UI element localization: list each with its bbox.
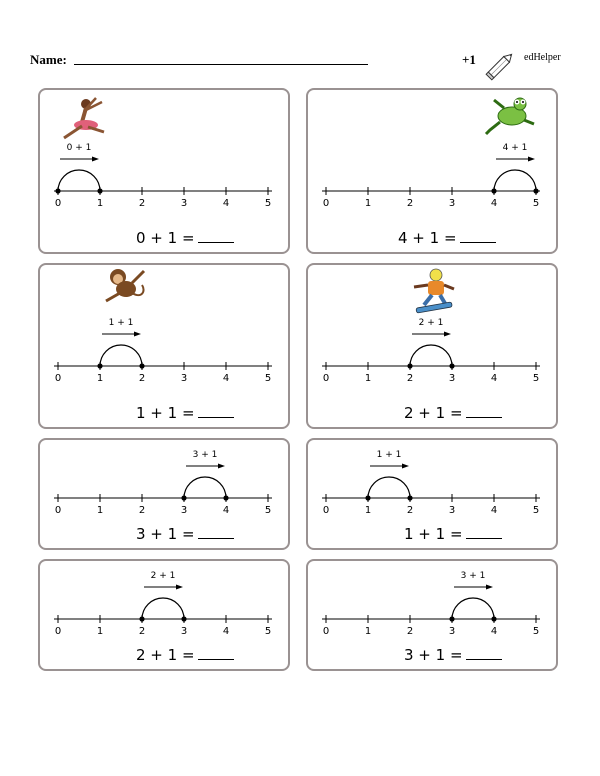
hop-arrowhead [134, 332, 141, 337]
start-dot [365, 495, 370, 500]
equation [136, 646, 234, 664]
tick-label: 3 [448, 373, 456, 384]
tick-label: 1 [96, 373, 104, 384]
tick-label: 4 [222, 373, 230, 384]
tick-label: 0 [322, 505, 330, 516]
answer-blank[interactable] [198, 537, 234, 539]
tick-label: 2 [406, 505, 414, 516]
tick-label: 1 [364, 626, 372, 637]
hop-arrowhead [528, 157, 535, 162]
number-line [54, 143, 272, 209]
tick-label: 4 [222, 626, 230, 637]
equation-text: 0 + 1 = [136, 229, 195, 247]
number-line [54, 318, 272, 384]
tick-label: 1 [96, 505, 104, 516]
tick-label: 0 [322, 373, 330, 384]
tick-label: 4 [222, 505, 230, 516]
number-line [322, 143, 540, 209]
start-dot [491, 188, 496, 193]
number-line [322, 450, 540, 516]
tick-label: 3 [180, 373, 188, 384]
end-dot [223, 495, 228, 500]
hop-arc [410, 345, 452, 366]
equation-text: 3 + 1 = [404, 646, 463, 664]
tick-label: 3 [180, 505, 188, 516]
name-label: Name: [30, 52, 67, 67]
end-dot [449, 363, 454, 368]
brand-logo-text: edHelper [524, 52, 561, 63]
tick-label: 5 [264, 626, 272, 637]
number-line [54, 571, 272, 637]
end-dot [139, 363, 144, 368]
tick-label: 2 [138, 505, 146, 516]
tick-label: 0 [54, 198, 62, 209]
tick-label: 4 [490, 373, 498, 384]
tick-label: 0 [322, 198, 330, 209]
start-dot [449, 616, 454, 621]
hop-label: 0 + 1 [66, 143, 92, 153]
hop-label: 4 + 1 [502, 143, 528, 153]
equation-text: 1 + 1 = [404, 525, 463, 543]
hop-label: 1 + 1 [376, 450, 402, 460]
pencil-icon [484, 48, 518, 82]
answer-blank[interactable] [460, 241, 496, 243]
number-line [322, 318, 540, 384]
tick-label: 1 [96, 198, 104, 209]
start-dot [407, 363, 412, 368]
tick-label: 1 [364, 505, 372, 516]
tick-label: 3 [448, 505, 456, 516]
tick-label: 1 [364, 373, 372, 384]
tick-label: 4 [222, 198, 230, 209]
start-dot [55, 188, 60, 193]
hop-arrowhead [402, 464, 409, 469]
tick-label: 5 [532, 198, 540, 209]
hop-label: 3 + 1 [192, 450, 218, 460]
hop-arrowhead [92, 157, 99, 162]
equation-text: 4 + 1 = [398, 229, 457, 247]
tick-label: 5 [264, 373, 272, 384]
answer-blank[interactable] [466, 537, 502, 539]
equation [136, 229, 234, 247]
tick-label: 3 [180, 626, 188, 637]
end-dot [491, 616, 496, 621]
tick-label: 5 [532, 626, 540, 637]
hop-arrowhead [486, 585, 493, 590]
equation-text: 3 + 1 = [136, 525, 195, 543]
hop-arrowhead [444, 332, 451, 337]
hop-label: 2 + 1 [150, 571, 176, 581]
tick-label: 3 [180, 198, 188, 209]
problem-card-4 [306, 263, 558, 429]
problem-card-5 [38, 438, 290, 550]
hop-arc [100, 345, 142, 366]
problem-card-8 [306, 559, 558, 671]
equation [398, 229, 496, 247]
tick-label: 2 [406, 198, 414, 209]
answer-blank[interactable] [466, 416, 502, 418]
tick-label: 5 [264, 198, 272, 209]
equation [136, 404, 234, 422]
tick-label: 0 [322, 626, 330, 637]
answer-blank[interactable] [198, 416, 234, 418]
tick-label: 0 [54, 505, 62, 516]
equation [404, 646, 502, 664]
worksheet-topic: +1 [462, 52, 476, 67]
start-dot [97, 363, 102, 368]
problem-card-2 [306, 88, 558, 254]
tick-label: 1 [364, 198, 372, 209]
start-dot [181, 495, 186, 500]
hop-arc [494, 170, 536, 191]
tick-label: 4 [490, 505, 498, 516]
tick-label: 5 [264, 505, 272, 516]
tick-label: 5 [532, 373, 540, 384]
tick-label: 5 [532, 505, 540, 516]
tick-label: 2 [138, 198, 146, 209]
end-dot [97, 188, 102, 193]
worksheet-header [0, 0, 600, 80]
hop-arc [368, 477, 410, 498]
answer-blank[interactable] [198, 658, 234, 660]
equation-text: 2 + 1 = [136, 646, 195, 664]
hop-arc [142, 598, 184, 619]
number-line [54, 450, 272, 516]
start-dot [139, 616, 144, 621]
tick-label: 2 [138, 626, 146, 637]
problem-card-3 [38, 263, 290, 429]
problem-card-1 [38, 88, 290, 254]
tick-label: 2 [138, 373, 146, 384]
tick-label: 2 [406, 626, 414, 637]
hop-label: 3 + 1 [460, 571, 486, 581]
number-line [322, 571, 540, 637]
problem-card-7 [38, 559, 290, 671]
hop-arrowhead [176, 585, 183, 590]
hop-arc [452, 598, 494, 619]
end-dot [407, 495, 412, 500]
equation-text: 2 + 1 = [404, 404, 463, 422]
answer-blank[interactable] [466, 658, 502, 660]
end-dot [533, 188, 538, 193]
hop-arrowhead [218, 464, 225, 469]
hop-arc [58, 170, 100, 191]
equation [136, 525, 234, 543]
tick-label: 3 [448, 198, 456, 209]
hop-arc [184, 477, 226, 498]
tick-label: 4 [490, 198, 498, 209]
equation-text: 1 + 1 = [136, 404, 195, 422]
tick-label: 0 [54, 626, 62, 637]
end-dot [181, 616, 186, 621]
tick-label: 2 [406, 373, 414, 384]
tick-label: 4 [490, 626, 498, 637]
hop-label: 1 + 1 [108, 318, 134, 328]
equation [404, 404, 502, 422]
equation [404, 525, 502, 543]
answer-blank[interactable] [198, 241, 234, 243]
tick-label: 3 [448, 626, 456, 637]
hop-label: 2 + 1 [418, 318, 444, 328]
name-input-line[interactable] [74, 64, 368, 65]
tick-label: 0 [54, 373, 62, 384]
tick-label: 1 [96, 626, 104, 637]
problem-card-6 [306, 438, 558, 550]
